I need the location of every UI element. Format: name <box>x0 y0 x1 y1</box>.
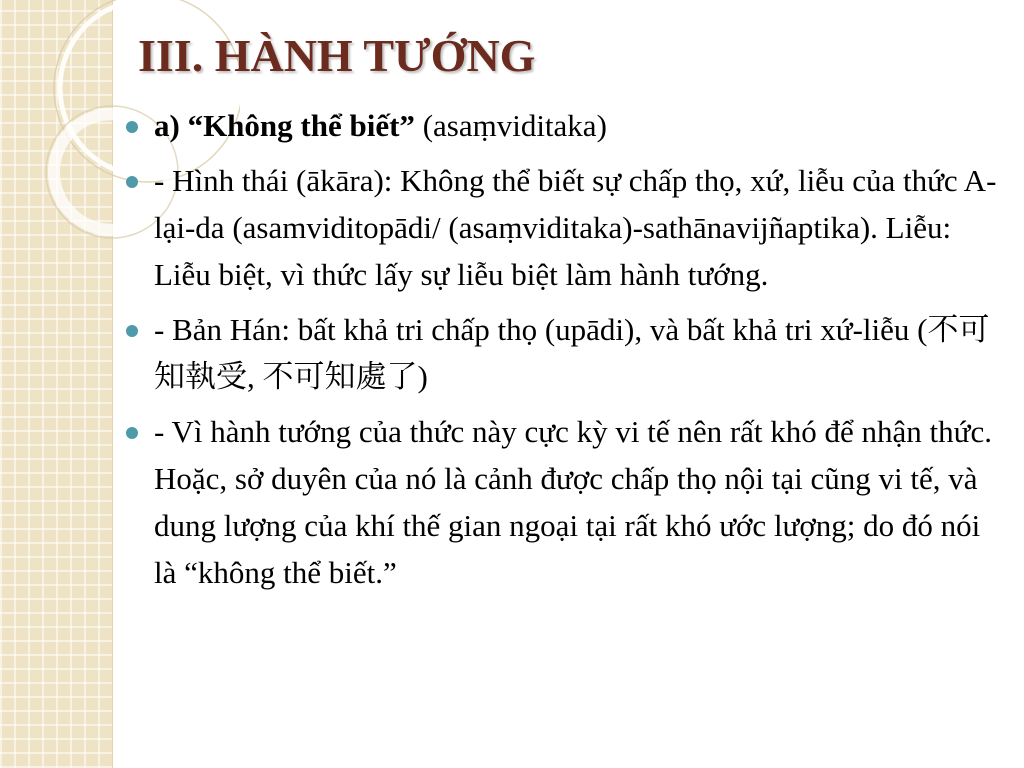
slide-title: III. HÀNH TƯỚNG <box>138 30 536 81</box>
item-text: - Vì hành tướng của thức này cực kỳ vi tế nên rất khó để nhận thức. Hoặc, sở duyên của nó là cảnh được chấp thọ nội tại cũng vi tế, và dung lượng của khí thế gian ngoại tại rất khó ước lượng; do đó nói là “không thể biết.” <box>154 414 992 590</box>
bullet-icon <box>126 121 138 133</box>
bullet-icon <box>126 325 138 337</box>
list-item <box>154 408 1004 596</box>
list-item <box>154 157 1004 298</box>
bullet-list <box>154 102 1004 604</box>
decorative-side-strip <box>0 0 113 768</box>
item-text: - Bản Hán: bất khả tri chấp thọ (upādi), và bất khả tri xứ-liễu (不可知執受, 不可知處了) <box>154 312 990 394</box>
item-text: - Hình thái (ākāra): Không thể biết sự chấp thọ, xứ, liễu của thức A-lại-da (asamviditopādi/ (asaṃviditaka)-sathānavijñaptika). Liễu: Liễu biệt, vì thức lấy sự liễu biệt làm hành tướng. <box>154 163 997 292</box>
list-item <box>154 306 1004 400</box>
bullet-icon <box>126 176 138 188</box>
item-heading-term: (asaṃviditaka) <box>414 108 607 143</box>
list-item <box>154 102 1004 149</box>
item-heading: a) “Không thể biết” <box>154 108 415 143</box>
bullet-icon <box>126 427 138 439</box>
